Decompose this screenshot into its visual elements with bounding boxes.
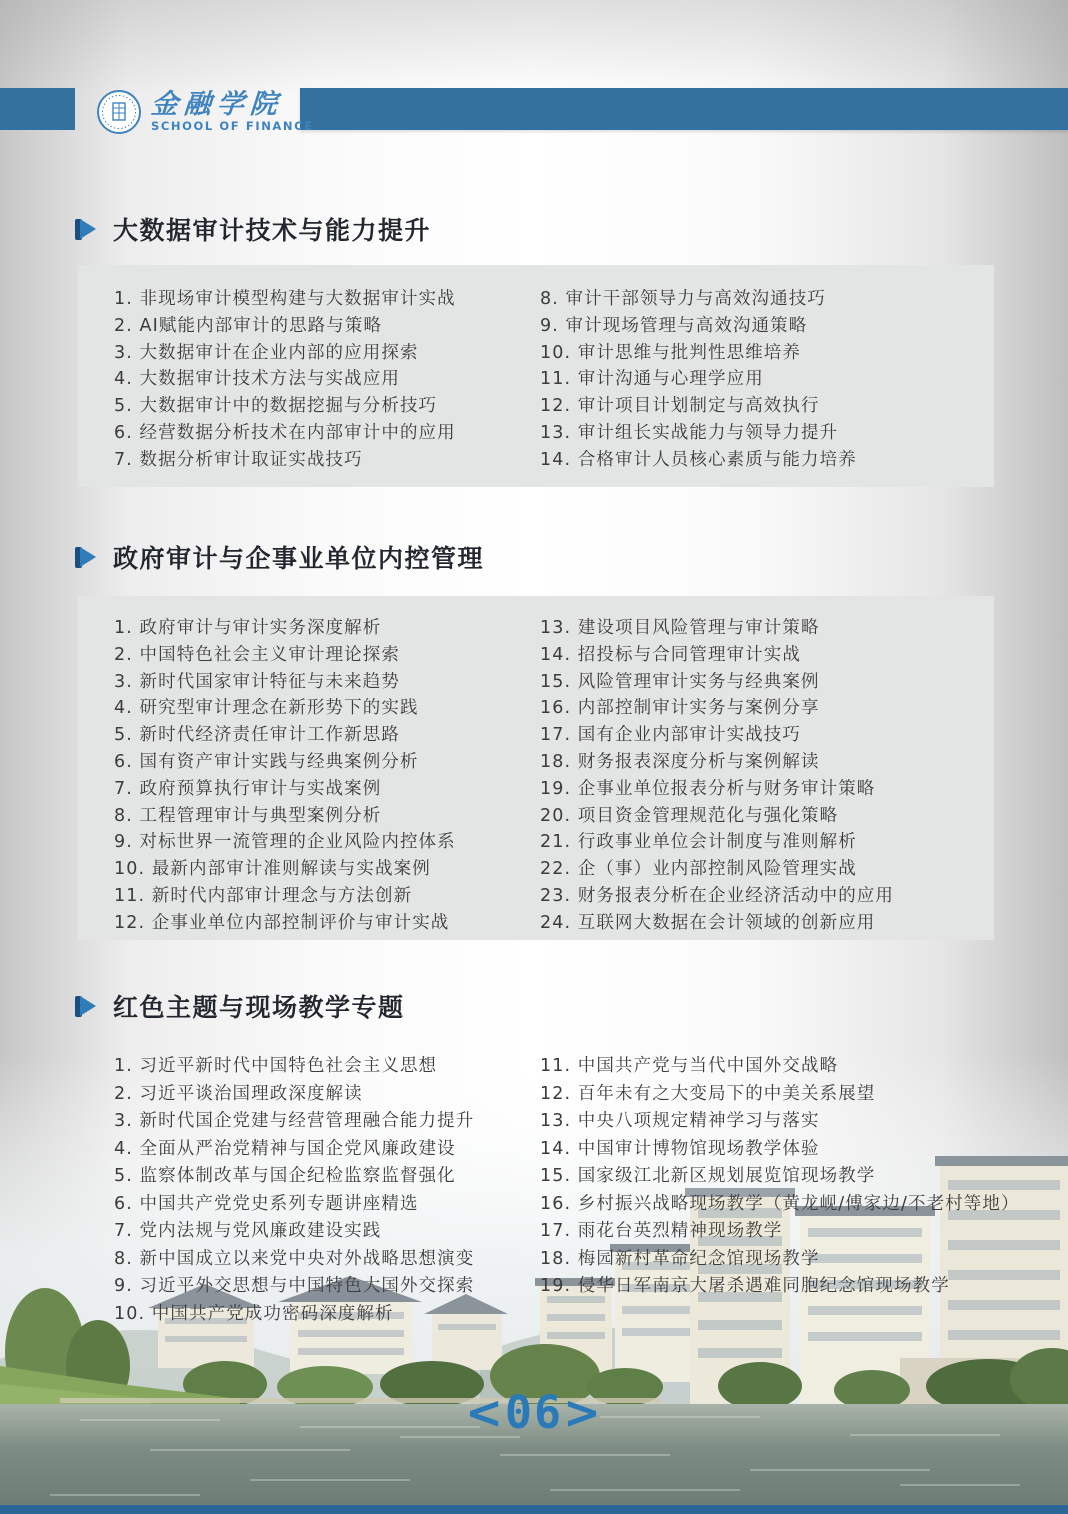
page-number-bracket-left: < bbox=[465, 1386, 505, 1439]
course-list-column bbox=[540, 1053, 1020, 1301]
list-item: 14. 合格审计人员核心素质与能力培养 bbox=[540, 449, 857, 470]
section-1-title: 大数据审计技术与能力提升 bbox=[113, 216, 432, 245]
list-item: 2. 习近平谈治国理政深度解读 bbox=[114, 1083, 363, 1104]
list-item: 10. 最新内部审计准则解读与实战案例 bbox=[114, 859, 431, 880]
list-item: 8. 审计干部领导力与高效沟通技巧 bbox=[540, 289, 826, 309]
section-marker-icon bbox=[75, 547, 96, 568]
photo-bottom-strip bbox=[0, 1505, 1068, 1514]
list-item: 6. 经营数据分析技术在内部审计中的应用 bbox=[114, 422, 456, 443]
list-item: 10. 审计思维与批判性思维培养 bbox=[540, 342, 801, 363]
list-item: 7. 数据分析审计取证实战技巧 bbox=[114, 449, 363, 470]
list-item: 16. 内部控制审计实务与案例分享 bbox=[540, 698, 820, 719]
list-item: 3. 新时代国企党建与经营管理融合能力提升 bbox=[114, 1111, 475, 1131]
list-item: 16. 乡村振兴战略现场教学（黄龙岘/傅家边/不老村等地） bbox=[540, 1193, 1020, 1214]
page-number-value: 06 bbox=[504, 1386, 564, 1439]
course-list-column bbox=[114, 615, 456, 937]
page-number-bracket-right: > bbox=[563, 1386, 603, 1439]
list-item: 4. 研究型审计理念在新形势下的实践 bbox=[114, 698, 419, 719]
list-item: 13. 中央八项规定精神学习与落实 bbox=[540, 1111, 820, 1131]
list-item: 11. 中国共产党与当代中国外交战略 bbox=[540, 1056, 839, 1076]
list-item: 14. 招投标与合同管理审计实战 bbox=[540, 644, 801, 665]
school-logo bbox=[96, 84, 314, 140]
list-item: 5. 新时代经济责任审计工作新思路 bbox=[114, 725, 400, 746]
section-marker-icon bbox=[75, 996, 96, 1017]
list-item: 18. 财务报表深度分析与案例解读 bbox=[540, 751, 820, 772]
logo-chinese-name: 金融学院 bbox=[149, 89, 285, 121]
list-item: 19. 企事业单位报表分析与财务审计策略 bbox=[540, 778, 876, 799]
list-item: 14. 中国审计博物馆现场教学体验 bbox=[540, 1138, 820, 1159]
section-2-list-box bbox=[78, 596, 994, 940]
logo-english-name: SCHOOL OF FINANCE bbox=[151, 119, 314, 134]
page-number bbox=[0, 1386, 1068, 1439]
list-item: 11. 审计沟通与心理学应用 bbox=[540, 369, 764, 390]
list-item: 19. 侵华日军南京大屠杀遇难同胞纪念馆现场教学 bbox=[540, 1276, 950, 1296]
list-item: 7. 政府预算执行审计与实战案例 bbox=[114, 778, 382, 799]
school-seal-icon bbox=[96, 89, 142, 135]
list-item: 10. 中国共产党成功密码深度解析 bbox=[114, 1303, 394, 1324]
section-3-list bbox=[78, 1053, 1020, 1333]
list-item: 20. 项目资金管理规范化与强化策略 bbox=[540, 805, 839, 826]
list-item: 15. 国家级江北新区规划展览馆现场教学 bbox=[540, 1166, 876, 1186]
list-item: 1. 政府审计与审计实务深度解析 bbox=[114, 618, 382, 638]
list-item: 4. 大数据审计技术方法与实战应用 bbox=[114, 369, 400, 390]
header-bar-right bbox=[300, 88, 1068, 130]
list-item: 13. 建设项目风险管理与审计策略 bbox=[540, 618, 820, 638]
list-item: 9. 对标世界一流管理的企业风险内控体系 bbox=[114, 832, 456, 853]
list-item: 13. 审计组长实战能力与领导力提升 bbox=[540, 422, 839, 443]
section-3-title: 红色主题与现场教学专题 bbox=[113, 993, 405, 1022]
list-item: 23. 财务报表分析在企业经济活动中的应用 bbox=[540, 885, 894, 906]
list-item: 21. 行政事业单位会计制度与准则解析 bbox=[540, 832, 857, 853]
list-item: 12. 企事业单位内部控制评价与审计实战 bbox=[114, 912, 450, 933]
list-item: 5. 监察体制改革与国企纪检监察监督强化 bbox=[114, 1166, 456, 1186]
header-bar-left bbox=[0, 88, 75, 130]
list-item: 6. 中国共产党党史系列专题讲座精选 bbox=[114, 1193, 419, 1214]
list-item: 8. 新中国成立以来党中央对外战略思想演变 bbox=[114, 1248, 475, 1269]
list-item: 3. 新时代国家审计特征与未来趋势 bbox=[114, 671, 400, 692]
list-item: 22. 企（事）业内部控制风险管理实战 bbox=[540, 859, 857, 880]
list-item: 8. 工程管理审计与典型案例分析 bbox=[114, 805, 382, 826]
section-2-heading bbox=[75, 542, 484, 572]
list-item: 7. 党内法规与党风廉政建设实践 bbox=[114, 1221, 382, 1241]
section-3-heading bbox=[75, 991, 405, 1021]
list-item: 24. 互联网大数据在会计领域的创新应用 bbox=[540, 912, 876, 933]
course-list-column bbox=[540, 615, 894, 937]
course-list-column bbox=[540, 286, 857, 474]
list-item: 12. 百年未有之大变局下的中美关系展望 bbox=[540, 1083, 876, 1104]
section-1-heading bbox=[75, 214, 431, 244]
list-item: 9. 习近平外交思想与中国特色大国外交探索 bbox=[114, 1276, 475, 1296]
list-item: 4. 全面从严治党精神与国企党风廉政建设 bbox=[114, 1138, 456, 1159]
list-item: 17. 国有企业内部审计实战技巧 bbox=[540, 725, 801, 746]
list-item: 1. 非现场审计模型构建与大数据审计实战 bbox=[114, 289, 456, 309]
list-item: 3. 大数据审计在企业内部的应用探索 bbox=[114, 342, 419, 363]
list-item: 15. 风险管理审计实务与经典案例 bbox=[540, 671, 820, 692]
list-item: 2. AI赋能内部审计的思路与策略 bbox=[114, 315, 383, 336]
list-item: 9. 审计现场管理与高效沟通策略 bbox=[540, 315, 808, 336]
section-2-title: 政府审计与企事业单位内控管理 bbox=[113, 544, 485, 573]
list-item: 2. 中国特色社会主义审计理论探索 bbox=[114, 644, 400, 665]
course-list-column bbox=[114, 286, 456, 474]
section-marker-icon bbox=[75, 219, 96, 240]
list-item: 18. 梅园新村革命纪念馆现场教学 bbox=[540, 1248, 820, 1269]
section-1-list-box bbox=[78, 265, 994, 487]
list-item: 6. 国有资产审计实践与经典案例分析 bbox=[114, 751, 419, 772]
list-item: 12. 审计项目计划制定与高效执行 bbox=[540, 396, 820, 417]
list-item: 5. 大数据审计中的数据挖掘与分析技巧 bbox=[114, 396, 438, 417]
list-item: 11. 新时代内部审计理念与方法创新 bbox=[114, 885, 413, 906]
list-item: 1. 习近平新时代中国特色社会主义思想 bbox=[114, 1056, 438, 1076]
course-list-column bbox=[114, 1053, 474, 1328]
list-item: 17. 雨花台英烈精神现场教学 bbox=[540, 1221, 783, 1241]
